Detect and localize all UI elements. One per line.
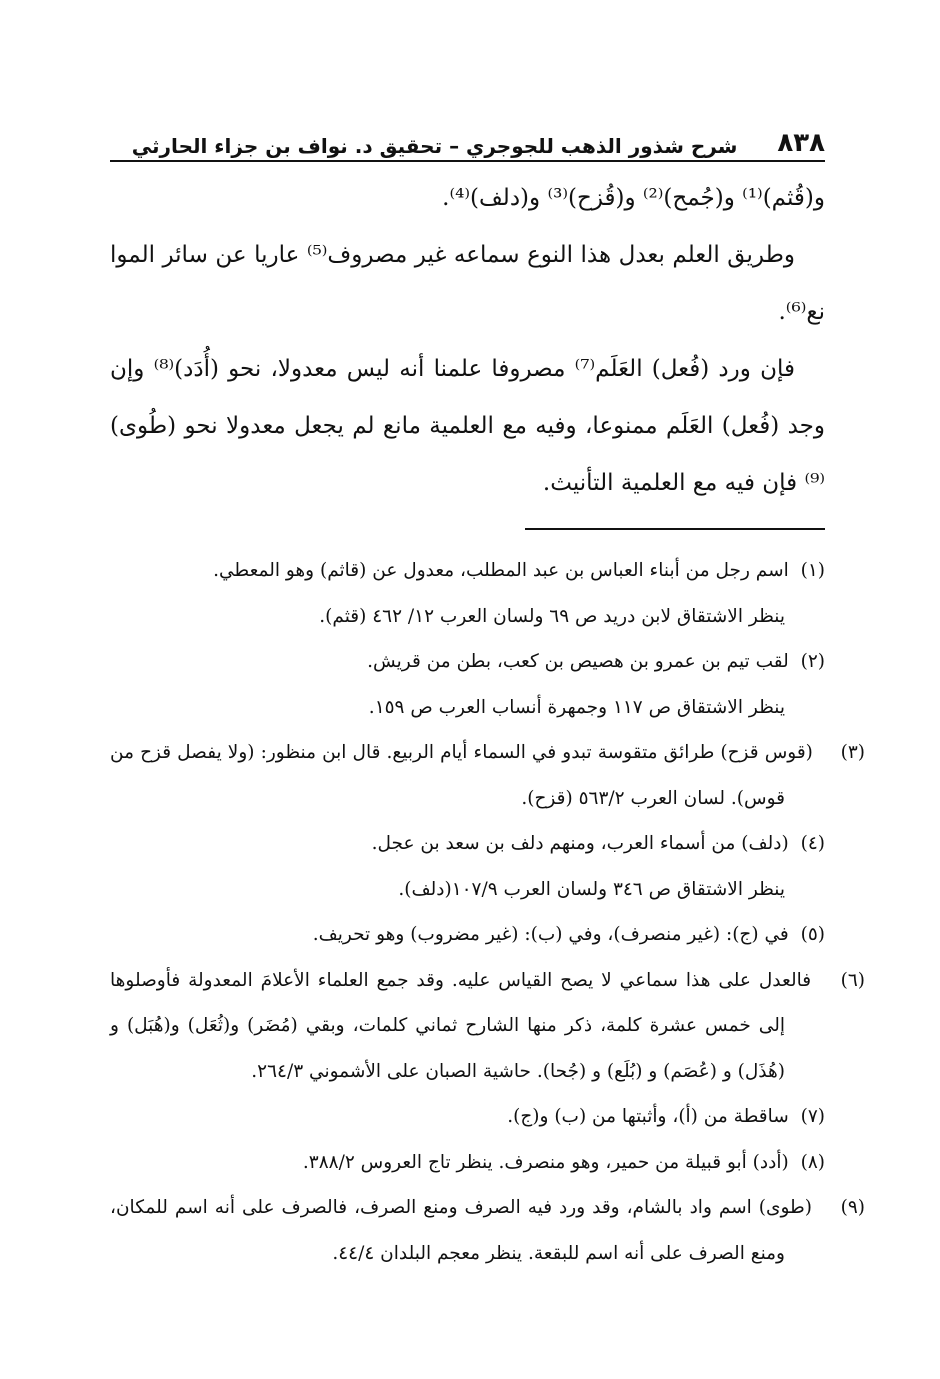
footnote-text: (طوى) اسم واد بالشام، وقد ورد فيه الصرف ومنع الصرف، فالصرف على أنه اسم للمكان، ومنع الصرف على أنه اسم للبقعة. ينظر معجم البلدان ٤٤/٤.	[110, 1197, 812, 1264]
page-header	[110, 118, 825, 162]
footnote-1	[110, 548, 825, 594]
paragraph-1: و(قُثم)⁽¹⁾ و(جُمح)⁽²⁾ و(قُزح)⁽³⁾ و(دلف)⁽⁴⁾.	[442, 185, 825, 211]
footnote-number: (٥)	[800, 924, 825, 945]
footnote-divider	[525, 528, 825, 530]
footnotes	[110, 548, 865, 1276]
footnote-text: فالعدل على هذا سماعي لا يصح القياس عليه. وقد جمع العلماء الأعلامَ المعدولة فأوصلوها إلى خمس عشرة كلمة، ذكر منها الشارح ثماني كلمات، وبقي (مُضَر) و(ثُعَل) و(هُبَل) و (هُذَل) و (عُصَم) و (بُلَع) و (جُحا). حاشية الصبان على الأشموني ٢٦٤/٣.	[110, 969, 812, 1082]
footnote-text: في (ج): (غير منصرف)، وفي (ب): (غير مضروب) وهو تحريف.	[312, 924, 789, 945]
footnote-number: (١)	[800, 560, 825, 581]
footnote-number: (٨)	[800, 1151, 825, 1173]
footnote-2	[110, 639, 825, 685]
footnote-4-reference: ينظر الاشتقاق ص ٣٤٦ ولسان العرب ١٠٧/٩(دلف).	[398, 878, 785, 900]
footnote-text: لقب تيم بن عمرو بن هصيص بن كعب، بطن من قريش.	[367, 651, 789, 672]
running-title: شرح شذور الذهب للجوجري – تحقيق د. نواف بن جزاء الحارثي	[131, 134, 738, 158]
footnote-3: (٣) (قوس قزح) طرائق متقوسة تبدو في السماء أيام الربيع. قال ابن منظور: (ولا يفصل قزح من قوس). لسان العرب ٥٦٣/٢ (قزح).	[110, 742, 865, 809]
footnote-7	[110, 1094, 825, 1140]
page-number: ٨٣٨	[777, 128, 825, 158]
footnote-1-reference: ينظر الاشتقاق لابن دريد ص ٦٩ ولسان العرب ١٢/ ٤٦٢ (قثم).	[319, 605, 785, 627]
footnote-9: (٩) (طوى) اسم واد بالشام، وقد ورد فيه الصرف ومنع الصرف، فالصرف على أنه اسم للمكان، ومنع الصرف على أنه اسم للبقعة. ينظر معجم البلدان ٤٤/٤.	[110, 1197, 865, 1264]
footnote-number: (٧)	[800, 1106, 825, 1127]
footnote-8	[110, 1140, 825, 1186]
footnote-text: ساقطة من (أ)، وأثبتها من (ب) و(ج).	[507, 1106, 789, 1127]
main-text	[110, 170, 825, 512]
footnote-text: اسم رجل من أبناء العباس بن عبد المطلب، معدول عن (قاثم) وهو المعطي.	[213, 560, 789, 581]
footnote-2-reference: ينظر الاشتقاق ص ١١٧ وجمهرة أنساب العرب ص ١٥٩.	[368, 696, 785, 718]
footnote-text: (أدد) أبو قبيلة من حمير، وهو منصرف. ينظر تاج العروس ٣٨٨/٢.	[302, 1151, 789, 1173]
paragraph-3: فإن ورد (فُعل) العَلَم⁽⁷⁾ مصروفا علمنا أنه ليس معدولا، نحو (أُدَد)⁽⁸⁾ وإن وجد (فُعل) العَلَم ممنوعا، وفيه مع العلمية مانع لم يجعل معدولا نحو (طُوى) ⁽⁹⁾ فإن فيه مع العلمية التأنيث.	[110, 356, 825, 496]
paragraph-2: وطريق العلم بعدل هذا النوع سماعه غير مصروف⁽⁵⁾ عاريا عن سائر الموا نع⁽⁶⁾.	[110, 242, 825, 325]
footnote-number: (٤)	[800, 833, 825, 854]
footnote-4	[110, 821, 825, 867]
footnote-text: (قوس قزح) طرائق متقوسة تبدو في السماء أيام الربيع. قال ابن منظور: (ولا يفصل قزح من قوس). لسان العرب ٥٦٣/٢ (قزح).	[110, 742, 813, 809]
footnote-number: (٢)	[800, 651, 825, 672]
footnote-6: (٦) فالعدل على هذا سماعي لا يصح القياس عليه. وقد جمع العلماء الأعلامَ المعدولة فأوصلوها إلى خمس عشرة كلمة، ذكر منها الشارح ثماني كلمات، وبقي (مُضَر) و(ثُعَل) و(هُبَل) و (هُذَل) و (عُصَم) و (بُلَع) و (جُحا). حاشية الصبان على الأشموني ٢٦٤/٣.	[110, 969, 865, 1082]
footnote-text: (دلف) من أسماء العرب، ومنهم دلف بن سعد بن عجل.	[371, 833, 789, 854]
footnote-5	[110, 912, 825, 958]
